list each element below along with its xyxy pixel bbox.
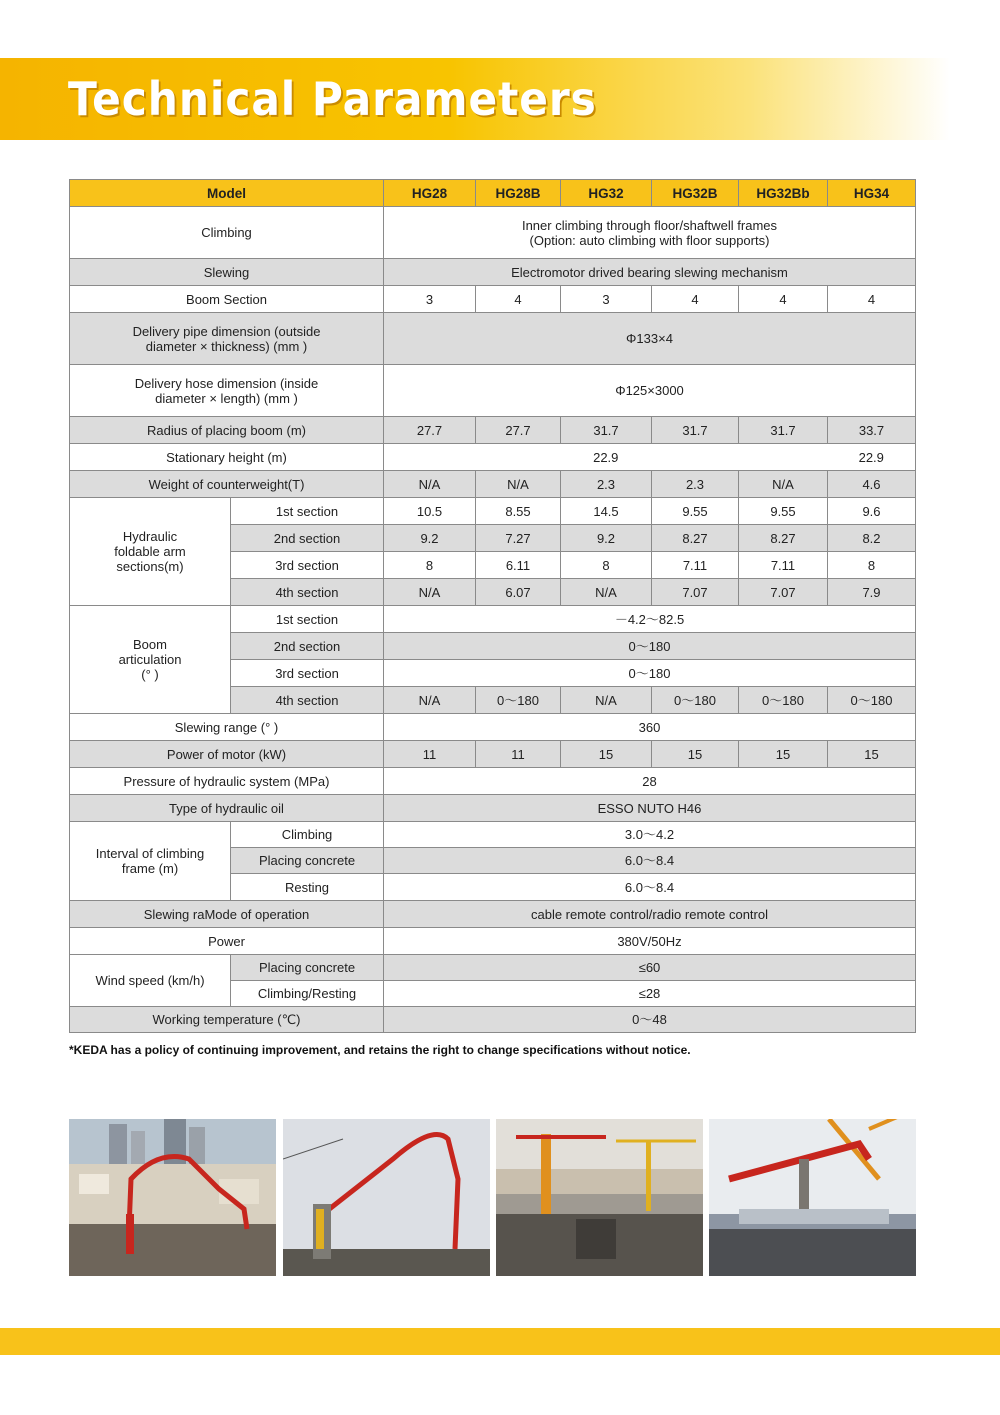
- cell-value: 15: [561, 741, 652, 768]
- cell-value: 8.27: [652, 525, 739, 552]
- oil-label: Type of hydraulic oil: [70, 795, 384, 822]
- cell-value: 2.3: [652, 471, 739, 498]
- power-value: 380V/50Hz: [384, 928, 916, 955]
- hose-row: [70, 365, 916, 417]
- climbing-value-line2: (Option: auto climbing with floor supports): [529, 232, 770, 248]
- cell-value: 31.7: [739, 417, 828, 444]
- page-title: Technical Parameters: [68, 72, 597, 126]
- cell-value: 27.7: [476, 417, 561, 444]
- cell-value: N/A: [739, 471, 828, 498]
- temperature-row: [70, 1007, 916, 1033]
- model-hg32b: HG32B: [652, 180, 739, 207]
- model-hg28b: HG28B: [476, 180, 561, 207]
- arm-group-line1: Hydraulic: [122, 529, 178, 544]
- pressure-row: [70, 768, 916, 795]
- cell-value: N/A: [561, 579, 652, 606]
- temperature-value: 0～48: [384, 1007, 916, 1033]
- cell-value: 7.07: [652, 579, 739, 606]
- cell-value: 4.6: [828, 471, 916, 498]
- art-s3-value: 0～180: [384, 660, 916, 687]
- art-s4-label: 4th section: [231, 687, 384, 714]
- site-photo-4: [709, 1119, 916, 1276]
- cell-value: 9.2: [561, 525, 652, 552]
- mode-value: cable remote control/radio remote control: [384, 901, 916, 928]
- cell-value: 15: [828, 741, 916, 768]
- footnote: *KEDA has a policy of continuing improvement, and retains the right to change specifications without notice.: [69, 1043, 691, 1057]
- pipe-value: Φ133×4: [384, 313, 916, 365]
- art-row-1: [70, 606, 916, 633]
- interval-r1-value: 3.0～4.2: [384, 822, 916, 848]
- slewing-range-row: [70, 714, 916, 741]
- cell-value: 7.11: [652, 552, 739, 579]
- interval-group-line1: Interval of climbing: [95, 846, 205, 861]
- model-hg32: HG32: [561, 180, 652, 207]
- stationary-height-value: 22.9: [384, 444, 828, 471]
- interval-r1-label: Climbing: [231, 822, 384, 848]
- wind-label: Wind speed (km/h): [70, 955, 231, 1007]
- arm-s4-label: 4th section: [231, 579, 384, 606]
- power-label: Power: [70, 928, 384, 955]
- interval-group-line2: frame (m): [121, 861, 179, 876]
- cell-value: 31.7: [652, 417, 739, 444]
- wind-r2-label: Climbing/Resting: [231, 981, 384, 1007]
- power-row: [70, 928, 916, 955]
- art-group-line3: (° ): [141, 667, 159, 682]
- cell-value: 4: [652, 286, 739, 313]
- slewing-range-value: 360: [384, 714, 916, 741]
- stationary-height-row: [70, 444, 916, 471]
- motor-power-label: Power of motor (kW): [70, 741, 384, 768]
- art-group-label: [70, 606, 231, 714]
- pipe-label-line1: Delivery pipe dimension (outside: [132, 323, 321, 339]
- cell-value: 6.11: [476, 552, 561, 579]
- hose-label: [70, 365, 384, 417]
- cell-value: 7.07: [739, 579, 828, 606]
- model-hg28: HG28: [384, 180, 476, 207]
- cell-value: 3: [561, 286, 652, 313]
- interval-r2-value: 6.0～8.4: [384, 848, 916, 874]
- site-photo-1: [69, 1119, 276, 1276]
- wind-row-1: [70, 955, 916, 981]
- cell-value: 15: [652, 741, 739, 768]
- stationary-height-label: Stationary height (m): [70, 444, 384, 471]
- temperature-label: Working temperature (℃): [70, 1007, 384, 1033]
- cell-value: 0～180: [652, 687, 739, 714]
- arm-s3-label: 3rd section: [231, 552, 384, 579]
- cell-value: 6.07: [476, 579, 561, 606]
- art-s1-value: －4.2～82.5: [384, 606, 916, 633]
- stationary-height-value-hg34: 22.9: [828, 444, 916, 471]
- footer-bar: [0, 1328, 1000, 1355]
- cell-value: 4: [476, 286, 561, 313]
- mode-row: [70, 901, 916, 928]
- cell-value: 9.55: [652, 498, 739, 525]
- climbing-row: [70, 207, 916, 259]
- climbing-value: [384, 207, 916, 259]
- model-hg34: HG34: [828, 180, 916, 207]
- wind-r1-label: Placing concrete: [231, 955, 384, 981]
- cell-value: 27.7: [384, 417, 476, 444]
- wind-r1-value: ≤60: [384, 955, 916, 981]
- cell-value: 9.6: [828, 498, 916, 525]
- slewing-range-label: Slewing range (° ): [70, 714, 384, 741]
- cell-value: 33.7: [828, 417, 916, 444]
- cell-value: 8.27: [739, 525, 828, 552]
- interval-r3-label: Resting: [231, 874, 384, 901]
- cell-value: 8: [561, 552, 652, 579]
- arm-group-line3: sections(m): [116, 559, 184, 574]
- pressure-label: Pressure of hydraulic system (MPa): [70, 768, 384, 795]
- interval-r3-value: 6.0～8.4: [384, 874, 916, 901]
- radius-label: Radius of placing boom (m): [70, 417, 384, 444]
- arm-s2-label: 2nd section: [231, 525, 384, 552]
- wind-r2-value: ≤28: [384, 981, 916, 1007]
- cell-value: 3: [384, 286, 476, 313]
- boom-section-row: [70, 286, 916, 313]
- cell-value: N/A: [384, 687, 476, 714]
- cell-value: 14.5: [561, 498, 652, 525]
- arm-group-label: [70, 498, 231, 606]
- model-hg32bb: HG32Bb: [739, 180, 828, 207]
- radius-row: [70, 417, 916, 444]
- site-photo-3: [496, 1119, 703, 1276]
- pipe-label: [70, 313, 384, 365]
- cell-value: N/A: [476, 471, 561, 498]
- cell-value: 8.2: [828, 525, 916, 552]
- oil-row: [70, 795, 916, 822]
- art-s2-value: 0～180: [384, 633, 916, 660]
- boom-section-label: Boom Section: [70, 286, 384, 313]
- cell-value: 2.3: [561, 471, 652, 498]
- cell-value: 0～180: [739, 687, 828, 714]
- mode-label: Slewing raMode of operation: [70, 901, 384, 928]
- arm-row-1: [70, 498, 916, 525]
- model-label: Model: [70, 180, 384, 207]
- cell-value: 31.7: [561, 417, 652, 444]
- cell-value: 4: [739, 286, 828, 313]
- counterweight-label: Weight of counterweight(T): [70, 471, 384, 498]
- pressure-value: 28: [384, 768, 916, 795]
- site-photo-2: [283, 1119, 490, 1276]
- cell-value: N/A: [561, 687, 652, 714]
- cell-value: 0～180: [828, 687, 916, 714]
- cell-value: 7.9: [828, 579, 916, 606]
- cell-value: 0～180: [476, 687, 561, 714]
- cell-value: 10.5: [384, 498, 476, 525]
- climbing-label: Climbing: [70, 207, 384, 259]
- interval-group-label: [70, 822, 231, 901]
- hose-label-line1: Delivery hose dimension (inside: [134, 375, 319, 391]
- hose-value: Φ125×3000: [384, 365, 916, 417]
- slewing-value: Electromotor drived bearing slewing mechanism: [384, 259, 916, 286]
- cell-value: 7.11: [739, 552, 828, 579]
- interval-row-1: [70, 822, 916, 848]
- art-s1-label: 1st section: [231, 606, 384, 633]
- spec-table: [69, 179, 916, 1033]
- cell-value: 8.55: [476, 498, 561, 525]
- motor-power-row: [70, 741, 916, 768]
- model-header-row: [70, 180, 916, 207]
- cell-value: 4: [828, 286, 916, 313]
- art-s3-label: 3rd section: [231, 660, 384, 687]
- interval-r2-label: Placing concrete: [231, 848, 384, 874]
- cell-value: 9.2: [384, 525, 476, 552]
- cell-value: 11: [384, 741, 476, 768]
- arm-group-line2: foldable arm: [114, 544, 186, 559]
- cell-value: 8: [384, 552, 476, 579]
- slewing-label: Slewing: [70, 259, 384, 286]
- cell-value: 7.27: [476, 525, 561, 552]
- cell-value: 15: [739, 741, 828, 768]
- pipe-label-line2: diameter × thickness) (mm ): [145, 338, 308, 354]
- slewing-row: [70, 259, 916, 286]
- cell-value: 9.55: [739, 498, 828, 525]
- cell-value: N/A: [384, 579, 476, 606]
- pipe-row: [70, 313, 916, 365]
- oil-value: ESSO NUTO H46: [384, 795, 916, 822]
- art-group-line1: Boom: [133, 637, 167, 652]
- art-group-line2: articulation: [118, 652, 182, 667]
- art-s2-label: 2nd section: [231, 633, 384, 660]
- cell-value: 11: [476, 741, 561, 768]
- cell-value: 8: [828, 552, 916, 579]
- cell-value: N/A: [384, 471, 476, 498]
- arm-s1-label: 1st section: [231, 498, 384, 525]
- hose-label-line2: diameter × length) (mm ): [155, 390, 298, 406]
- counterweight-row: [70, 471, 916, 498]
- climbing-value-line1: Inner climbing through floor/shaftwell frames: [521, 217, 778, 233]
